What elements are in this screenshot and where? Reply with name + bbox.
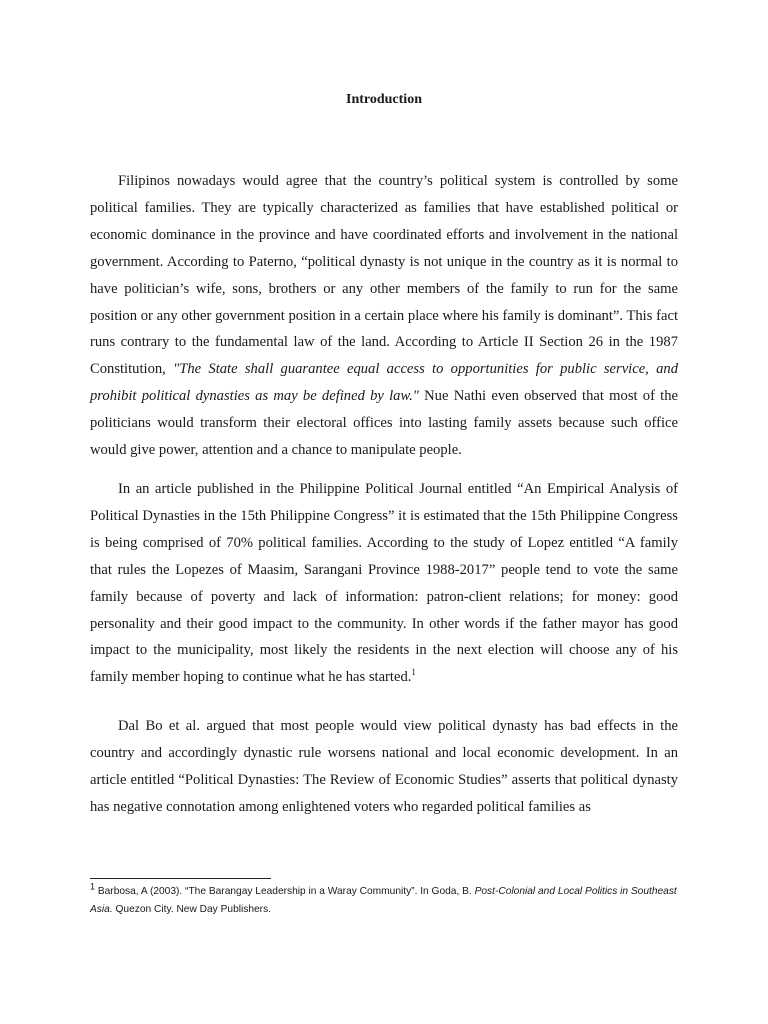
paragraph-3 — [90, 713, 678, 821]
footnote-publisher: Quezon City. New Day Publishers. — [112, 904, 271, 915]
footnote-divider — [90, 878, 271, 879]
paragraph-1-text-cont: Nue Nathi even observed that most of the politicians would transform their electoral offices into lasting family assets because such office would give power, attention and a chance to manipulate people. — [90, 388, 679, 459]
footnote-reference[interactable]: 1 — [411, 667, 416, 678]
paragraph-3-text: Dal Bo et al. argued that most people would view political dynasty has bad effects in the country and accordingly dynastic rule worsens national and local economic development. In an article entitled “Political Dynasties: The Review of Economic Studies” asserts that political dynasty has negative connotation among enlightened voters who regarded political families as — [90, 718, 678, 815]
paragraph-2-text: In an article published in the Philippine Political Journal entitled “An Empirical Analysis of Political Dynasties in the 15th Philippine Congress” it is estimated that the 15th Philippine Congress is being comprised of 70% political families. According to the study of Lopez entitled “A family that rules the Lopezes of Maasim, Sarangani Province 1988-2017” people tend to vote the same family because of poverty and lack of information: patron-client relations; for money: good personality and their good impact to the community. In other words if the father mayor has good impact to the municipality, most likely the residents in the next election will choose any of his family member hoping to continue what he has started. — [90, 481, 678, 686]
page-title: Introduction — [346, 92, 422, 107]
paragraph-2 — [90, 476, 678, 691]
footnote-book-title: Post-Colonial and Local Politics in Southeast Asia. — [90, 886, 677, 915]
constitution-quote: "The State shall guarantee equal access to opportunities for public service, and prohibit political dynasties as may be defined by law." — [90, 361, 678, 405]
paragraph-1 — [90, 168, 678, 464]
paragraph-1-text: Filipinos nowadays would agree that the country’s political system is controlled by some political families. They are typically characterized as families that have established political or economic dominance in the province and have coordinated efforts and involvement in the national government. According to Paterno, “political dynasty is not unique in the country as it is normal to have politician’s wife, sons, brothers or any other members of the family to run for the same position or any other government position in a certain place where his family is dominant”. This fact runs contrary to the fundamental law of the land. According to Article II Section 26 in the 1987 Constitution, — [90, 173, 678, 378]
footnote-text: Barbosa, A (2003). “The Barangay Leadership in a Waray Community”. In Goda, B. — [95, 886, 475, 897]
footnote — [90, 883, 680, 919]
footnote-marker: 1 — [90, 881, 96, 892]
